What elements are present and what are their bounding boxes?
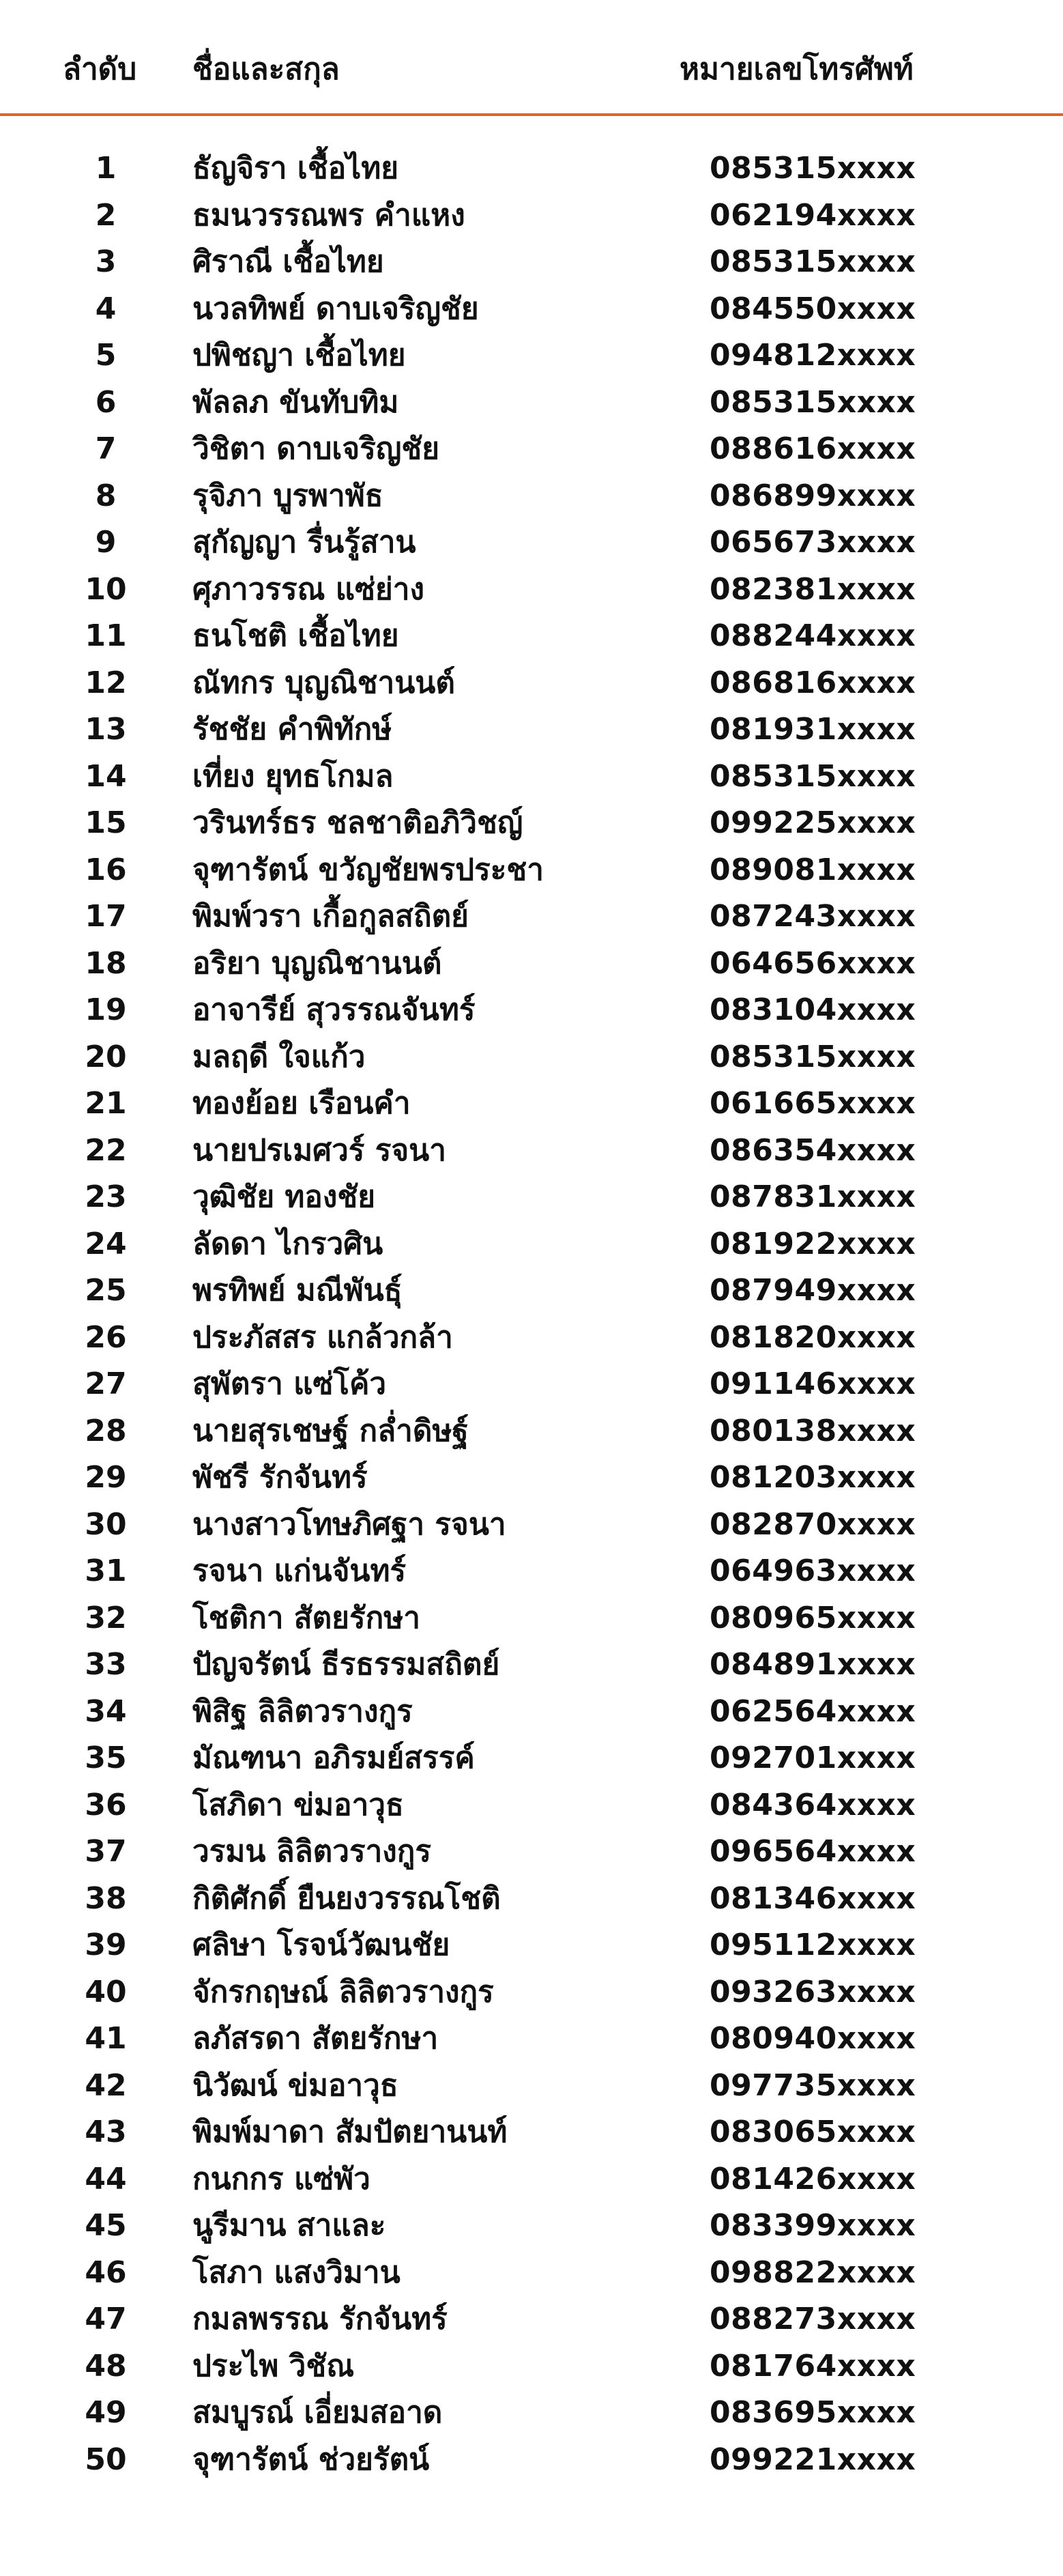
- row-number: 49: [85, 2395, 127, 2430]
- row-fullname: ธนโชติ เชื้อไทย: [192, 618, 399, 653]
- table-row: [0, 709, 1063, 756]
- row-number: 15: [85, 805, 127, 840]
- table-row: [0, 476, 1063, 523]
- row-number: 24: [85, 1226, 127, 1261]
- row-fullname: พัชรี รักจันทร์: [192, 1460, 368, 1495]
- row-number: 16: [85, 852, 127, 887]
- row-phone: 096564xxxx: [710, 1834, 916, 1869]
- table-row: [0, 2346, 1063, 2393]
- table-body: [0, 148, 1063, 2486]
- table-row: [0, 382, 1063, 429]
- row-number: 12: [85, 665, 127, 700]
- row-number: 42: [85, 2067, 127, 2103]
- table-row: [0, 522, 1063, 569]
- row-fullname: สมบูรณ์ เอี่ยมสอาด: [192, 2395, 443, 2430]
- table-row: [0, 2065, 1063, 2113]
- table-row: [0, 195, 1063, 242]
- row-number: 36: [85, 1787, 127, 1822]
- row-number: 30: [85, 1506, 127, 1542]
- table-row: [0, 1364, 1063, 1411]
- row-fullname: ประภัสสร แกล้วกล้า: [192, 1319, 453, 1355]
- row-number: 20: [85, 1039, 127, 1074]
- row-phone: 085315xxxx: [710, 1039, 916, 1074]
- table-row: [0, 1644, 1063, 1691]
- row-number: 32: [85, 1600, 127, 1635]
- row-number: 38: [85, 1880, 127, 1916]
- table-row: [0, 756, 1063, 803]
- row-fullname: ศุภาวรรณ แซ่ย่าง: [192, 571, 424, 607]
- row-number: 9: [95, 525, 117, 560]
- row-fullname: ประไพ วิชัณ: [192, 2348, 355, 2384]
- row-number: 35: [85, 1741, 127, 1775]
- row-phone: 081203xxxx: [710, 1460, 916, 1495]
- row-number: 43: [85, 2115, 127, 2149]
- row-fullname: พิสิฐ ลิลิตวรางกูร: [192, 1693, 413, 1729]
- row-fullname: พรทิพย์ มณีพันธุ์: [192, 1273, 403, 1308]
- row-phone: 085315xxxx: [710, 384, 916, 420]
- row-number: 46: [85, 2255, 127, 2290]
- table-row: [0, 1037, 1063, 1084]
- row-fullname: ลัดดา ไกรวศิน: [192, 1226, 383, 1261]
- table-row: [0, 2439, 1063, 2487]
- table-row: [0, 2159, 1063, 2206]
- row-number: 41: [85, 2021, 127, 2056]
- header-phone: หมายเลขโทรศัพท์: [680, 52, 914, 87]
- row-number: 31: [85, 1554, 127, 1588]
- table-row: [0, 990, 1063, 1037]
- table-row: [0, 1411, 1063, 1458]
- table-row: [0, 1972, 1063, 2019]
- row-number: 44: [85, 2161, 127, 2196]
- row-number: 34: [85, 1693, 127, 1729]
- row-phone: 083695xxxx: [710, 2395, 916, 2430]
- table-row: [0, 569, 1063, 616]
- table-row: [0, 1831, 1063, 1878]
- row-number: 39: [85, 1928, 127, 1962]
- row-phone: 064963xxxx: [710, 1554, 916, 1588]
- row-phone: 089081xxxx: [710, 852, 916, 887]
- row-phone: 081931xxxx: [710, 712, 916, 747]
- row-number: 22: [85, 1132, 127, 1168]
- row-number: 4: [95, 291, 117, 326]
- row-phone: 086899xxxx: [710, 478, 916, 513]
- row-phone: 080138xxxx: [710, 1413, 916, 1448]
- table-row: [0, 429, 1063, 476]
- row-phone: 062194xxxx: [710, 197, 916, 233]
- row-fullname: ธัญจิรา เชื้อไทย: [192, 151, 399, 186]
- row-number: 28: [85, 1413, 127, 1448]
- row-phone: 097735xxxx: [710, 2067, 916, 2103]
- table-row: [0, 2392, 1063, 2439]
- table-row: [0, 616, 1063, 663]
- row-number: 10: [85, 571, 127, 607]
- row-fullname: กมลพรรณ รักจันทร์: [192, 2302, 448, 2336]
- table-row: [0, 1457, 1063, 1504]
- row-number: 50: [85, 2442, 127, 2477]
- row-number: 29: [85, 1460, 127, 1495]
- row-number: 5: [95, 338, 117, 373]
- row-fullname: มลฤดี ใจแก้ว: [192, 1039, 366, 1074]
- row-phone: 081922xxxx: [710, 1226, 916, 1261]
- row-phone: 099225xxxx: [710, 805, 916, 840]
- table-row: [0, 2018, 1063, 2065]
- row-number: 13: [85, 712, 127, 747]
- table-row: [0, 1130, 1063, 1177]
- table-header: [0, 0, 1063, 113]
- row-fullname: อริยา บุญณิชานนต์: [192, 945, 442, 981]
- row-phone: 080940xxxx: [710, 2021, 916, 2056]
- row-phone: 092701xxxx: [710, 1741, 916, 1775]
- row-phone: 061665xxxx: [710, 1086, 916, 1121]
- row-phone: 083104xxxx: [710, 992, 916, 1027]
- row-fullname: กนกกร แซ่พัว: [192, 2161, 370, 2196]
- table-row: [0, 1878, 1063, 1926]
- row-fullname: วิชิตา ดาบเจริญชัย: [192, 431, 439, 466]
- row-number: 48: [85, 2348, 127, 2384]
- row-fullname: จักรกฤษณ์ ลิลิตวรางกูร: [192, 1974, 494, 2009]
- row-fullname: สุพัตรา แซ่โค้ว: [192, 1366, 387, 1401]
- table-row: [0, 1691, 1063, 1738]
- row-number: 18: [85, 945, 127, 981]
- table-row: [0, 1551, 1063, 1598]
- row-fullname: นางสาวโทษภิศฐา รจนา: [192, 1506, 506, 1542]
- row-fullname: จุฑารัตน์ ช่วยรัตน์: [192, 2442, 430, 2477]
- table-row: [0, 1083, 1063, 1130]
- row-fullname: นูรีมาน สาและ: [192, 2208, 386, 2243]
- row-phone: 062564xxxx: [710, 1693, 916, 1729]
- header-order: ลำดับ: [63, 52, 137, 87]
- row-phone: 084364xxxx: [710, 1787, 916, 1822]
- table-row: [0, 663, 1063, 710]
- table-row: [0, 242, 1063, 289]
- row-fullname: ศิราณี เชื้อไทย: [192, 244, 384, 279]
- row-phone: 088273xxxx: [710, 2302, 916, 2336]
- row-number: 37: [85, 1834, 127, 1869]
- row-fullname: รุจิภา บูรพาพัธ: [192, 478, 383, 513]
- row-fullname: ปัญจรัตน์ ธีรธรรมสถิตย์: [192, 1647, 500, 1682]
- table-row: [0, 1270, 1063, 1317]
- row-phone: 087831xxxx: [710, 1179, 916, 1214]
- row-number: 27: [85, 1366, 127, 1401]
- row-fullname: โชติกา สัตยรักษา: [192, 1600, 420, 1635]
- row-phone: 086354xxxx: [710, 1132, 916, 1168]
- table-row: [0, 1317, 1063, 1364]
- table-row: [0, 1738, 1063, 1785]
- row-fullname: กิติศักดิ์ ยืนยงวรรณโชติ: [192, 1880, 501, 1916]
- row-phone: 087949xxxx: [710, 1273, 916, 1308]
- row-number: 25: [85, 1273, 127, 1308]
- row-phone: 095112xxxx: [710, 1928, 916, 1962]
- row-phone: 082381xxxx: [710, 571, 916, 607]
- row-phone: 083399xxxx: [710, 2208, 916, 2243]
- row-fullname: อาจารีย์ สุวรรณจันทร์: [192, 992, 476, 1027]
- row-phone: 085315xxxx: [710, 758, 916, 794]
- row-number: 23: [85, 1179, 127, 1214]
- row-fullname: วุฒิชัย ทองชัย: [192, 1179, 375, 1214]
- row-phone: 087243xxxx: [710, 899, 916, 934]
- table-row: [0, 148, 1063, 195]
- row-fullname: จุฑารัตน์ ขวัญชัยพรประชา: [192, 852, 544, 887]
- row-fullname: วรมน ลิลิตวรางกูร: [192, 1834, 432, 1869]
- row-phone: 081764xxxx: [710, 2348, 916, 2384]
- row-phone: 081820xxxx: [710, 1319, 916, 1355]
- row-number: 2: [95, 197, 117, 233]
- header-name: ชื่อและสกุล: [192, 52, 340, 87]
- row-fullname: นิวัฒน์ ข่มอาวุธ: [192, 2067, 398, 2103]
- row-fullname: ธมนวรรณพร คำแหง: [192, 197, 465, 233]
- row-number: 47: [85, 2302, 127, 2336]
- row-number: 8: [95, 478, 117, 513]
- row-fullname: พิมพ์วรา เกื้อกูลสถิตย์: [192, 899, 469, 934]
- row-phone: 085315xxxx: [710, 151, 916, 186]
- row-number: 19: [85, 992, 127, 1027]
- row-fullname: มัณฑนา อภิรมย์สรรค์: [192, 1741, 475, 1775]
- row-number: 33: [85, 1647, 127, 1682]
- row-fullname: สุกัญญา รื่นรู้สาน: [192, 525, 416, 560]
- table-row: [0, 1598, 1063, 1645]
- table-row: [0, 2112, 1063, 2159]
- row-fullname: ณัทกร บุญณิชานนต์: [192, 665, 455, 700]
- row-number: 40: [85, 1974, 127, 2009]
- row-fullname: นวลทิพย์ ดาบเจริญชัย: [192, 291, 479, 326]
- row-fullname: ศลิษา โรจน์วัฒนชัย: [192, 1928, 450, 1962]
- row-phone: 081346xxxx: [710, 1880, 916, 1916]
- row-phone: 083065xxxx: [710, 2115, 916, 2149]
- row-number: 3: [95, 244, 117, 279]
- row-phone: 086816xxxx: [710, 665, 916, 700]
- table-row: [0, 1504, 1063, 1551]
- row-phone: 084891xxxx: [710, 1647, 916, 1682]
- row-phone: 088244xxxx: [710, 618, 916, 653]
- row-phone: 098822xxxx: [710, 2255, 916, 2290]
- table-row: [0, 1177, 1063, 1224]
- row-number: 7: [95, 431, 117, 466]
- row-fullname: รัชชัย คำพิทักษ์: [192, 712, 392, 747]
- table-row: [0, 850, 1063, 897]
- row-phone: 091146xxxx: [710, 1366, 916, 1401]
- row-fullname: ทองย้อย เรือนคำ: [192, 1086, 411, 1121]
- table-row: [0, 1925, 1063, 1972]
- row-number: 21: [85, 1086, 127, 1121]
- row-phone: 088616xxxx: [710, 431, 916, 466]
- row-number: 11: [85, 618, 127, 653]
- table-row: [0, 335, 1063, 382]
- table-row: [0, 1224, 1063, 1271]
- row-number: 14: [85, 758, 127, 794]
- row-fullname: ปพิชญา เชื้อไทย: [192, 338, 406, 373]
- row-fullname: เที่ยง ยุทธโกมล: [192, 758, 394, 794]
- table-row: [0, 896, 1063, 943]
- row-fullname: โสภิดา ข่มอาวุธ: [192, 1787, 404, 1822]
- table-row: [0, 803, 1063, 850]
- table-row: [0, 289, 1063, 336]
- row-number: 1: [95, 151, 117, 186]
- row-fullname: พิมพ์มาดา สัมปัตยานนท์: [192, 2115, 508, 2149]
- row-number: 17: [85, 899, 127, 934]
- header-divider: [0, 113, 1063, 116]
- table-row: [0, 2252, 1063, 2300]
- row-number: 6: [95, 384, 117, 420]
- table-row: [0, 2205, 1063, 2252]
- row-number: 45: [85, 2208, 127, 2243]
- row-phone: 064656xxxx: [710, 945, 916, 981]
- row-phone: 065673xxxx: [710, 525, 916, 560]
- row-fullname: นายสุรเชษฐ์ กล่ำดิษฐ์: [192, 1413, 469, 1448]
- row-phone: 084550xxxx: [710, 291, 916, 326]
- row-phone: 080965xxxx: [710, 1600, 916, 1635]
- table-row: [0, 943, 1063, 990]
- row-phone: 082870xxxx: [710, 1506, 916, 1542]
- row-phone: 093263xxxx: [710, 1974, 916, 2009]
- row-fullname: ลภัสรดา สัตยรักษา: [192, 2021, 439, 2056]
- row-phone: 085315xxxx: [710, 244, 916, 279]
- table-row: [0, 2299, 1063, 2346]
- row-phone: 094812xxxx: [710, 338, 916, 373]
- row-fullname: พัลลภ ขันทับทิม: [192, 384, 399, 420]
- table-row: [0, 1785, 1063, 1832]
- row-fullname: โสภา แสงวิมาน: [192, 2255, 401, 2290]
- row-number: 26: [85, 1319, 127, 1355]
- row-fullname: วรินทร์ธร ชลชาติอภิวิชญ์: [192, 805, 523, 840]
- row-phone: 081426xxxx: [710, 2161, 916, 2196]
- row-fullname: นายปรเมศวร์ รจนา: [192, 1132, 446, 1168]
- row-fullname: รจนา แก่นจันทร์: [192, 1554, 407, 1588]
- row-phone: 099221xxxx: [710, 2442, 916, 2477]
